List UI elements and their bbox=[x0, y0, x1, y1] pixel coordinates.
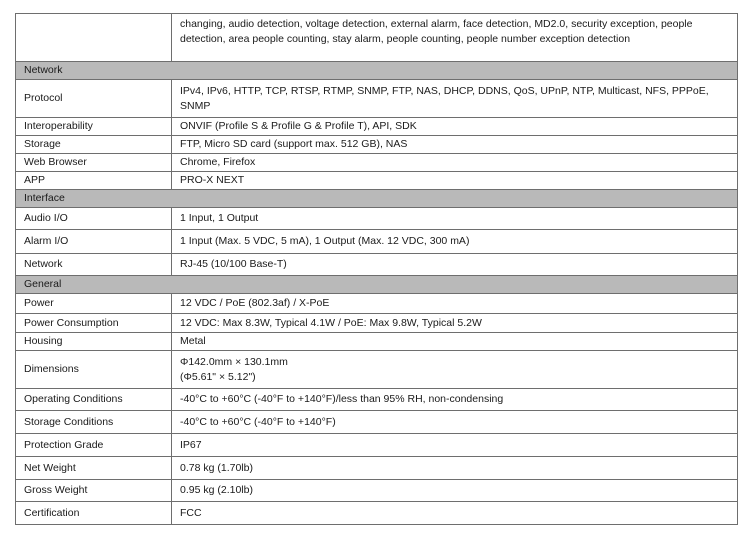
dimension-imperial: (Φ5.61" × 5.12") bbox=[180, 370, 256, 383]
row-label: Gross Weight bbox=[16, 480, 172, 502]
table-row bbox=[16, 294, 738, 314]
row-label bbox=[16, 14, 172, 62]
section-title: General bbox=[16, 276, 738, 294]
row-value: 1 Input (Max. 5 VDC, 5 mA), 1 Output (Max. 12 VDC, 300 mA) bbox=[172, 230, 738, 254]
row-label: Power Consumption bbox=[16, 314, 172, 333]
table-row bbox=[16, 411, 738, 434]
table-row bbox=[16, 314, 738, 333]
table-row bbox=[16, 389, 738, 411]
row-value: IP67 bbox=[172, 434, 738, 457]
table-row bbox=[16, 502, 738, 525]
row-label: Dimensions bbox=[16, 351, 172, 389]
row-label: Protocol bbox=[16, 80, 172, 118]
row-label: Network bbox=[16, 254, 172, 276]
row-label: Operating Conditions bbox=[16, 389, 172, 411]
table-row bbox=[16, 154, 738, 172]
section-title: Interface bbox=[16, 190, 738, 208]
row-label: Storage bbox=[16, 136, 172, 154]
row-value: 12 VDC / PoE (802.3af) / X-PoE bbox=[172, 294, 738, 314]
row-value: -40°C to +60°C (-40°F to +140°F) bbox=[172, 411, 738, 434]
row-value: 0.78 kg (1.70lb) bbox=[172, 457, 738, 480]
row-value: Metal bbox=[172, 333, 738, 351]
table-row bbox=[16, 136, 738, 154]
section-header-network bbox=[16, 62, 738, 80]
row-label: Audio I/O bbox=[16, 208, 172, 230]
table-row bbox=[16, 457, 738, 480]
row-label: Web Browser bbox=[16, 154, 172, 172]
table-row bbox=[16, 333, 738, 351]
row-value: ONVIF (Profile S & Profile G & Profile T), API, SDK bbox=[172, 118, 738, 136]
row-label: Power bbox=[16, 294, 172, 314]
table-row bbox=[16, 254, 738, 276]
table-row bbox=[16, 14, 738, 62]
row-label: Certification bbox=[16, 502, 172, 525]
section-title: Network bbox=[16, 62, 738, 80]
row-value: changing, audio detection, voltage detection, external alarm, face detection, MD2.0, security exception, people detection, area people counting, stay alarm, people counting, people number exception detection bbox=[172, 14, 738, 62]
row-value: 0.95 kg (2.10lb) bbox=[172, 480, 738, 502]
section-header-interface bbox=[16, 190, 738, 208]
row-label: Housing bbox=[16, 333, 172, 351]
spec-table bbox=[15, 13, 738, 525]
row-label: Storage Conditions bbox=[16, 411, 172, 434]
row-value: PRO-X NEXT bbox=[172, 172, 738, 190]
row-value: -40°C to +60°C (-40°F to +140°F)/less than 95% RH, non-condensing bbox=[172, 389, 738, 411]
row-value bbox=[172, 351, 738, 389]
table-row bbox=[16, 434, 738, 457]
table-row bbox=[16, 118, 738, 136]
row-value: FTP, Micro SD card (support max. 512 GB), NAS bbox=[172, 136, 738, 154]
section-header-general bbox=[16, 276, 738, 294]
table-row bbox=[16, 172, 738, 190]
row-value: RJ-45 (10/100 Base-T) bbox=[172, 254, 738, 276]
row-label: Protection Grade bbox=[16, 434, 172, 457]
row-label: Net Weight bbox=[16, 457, 172, 480]
row-label: Interoperability bbox=[16, 118, 172, 136]
table-row bbox=[16, 230, 738, 254]
row-label: APP bbox=[16, 172, 172, 190]
row-value: 1 Input, 1 Output bbox=[172, 208, 738, 230]
table-row bbox=[16, 208, 738, 230]
row-label: Alarm I/O bbox=[16, 230, 172, 254]
table-row bbox=[16, 80, 738, 118]
row-value: 12 VDC: Max 8.3W, Typical 4.1W / PoE: Max 9.8W, Typical 5.2W bbox=[172, 314, 738, 333]
row-value: FCC bbox=[172, 502, 738, 525]
dimension-metric: Φ142.0mm × 130.1mm bbox=[180, 355, 288, 368]
row-value: Chrome, Firefox bbox=[172, 154, 738, 172]
table-row bbox=[16, 480, 738, 502]
table-row bbox=[16, 351, 738, 389]
row-value: IPv4, IPv6, HTTP, TCP, RTSP, RTMP, SNMP, FTP, NAS, DHCP, DDNS, QoS, UPnP, NTP, Multicast, NFS, PPPoE, SNMP bbox=[172, 80, 738, 118]
